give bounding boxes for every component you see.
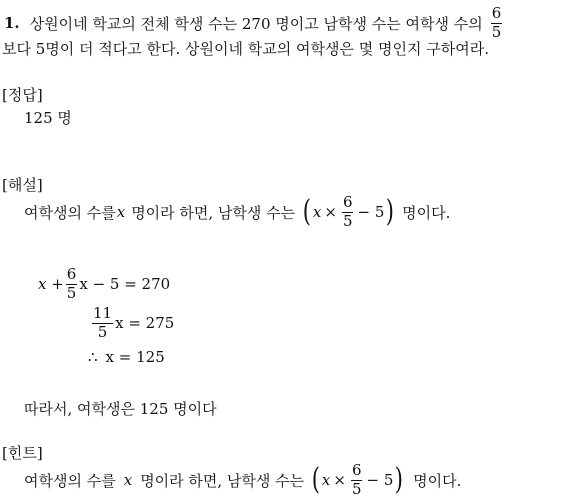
hint-mid: 명이라 하면, 남학생 수는 [140,471,305,490]
fraction-numerator: 6 [491,3,502,22]
solution-intro [24,191,450,233]
solution-heading: [해설] [2,176,43,194]
equation-2 [90,302,174,344]
fraction-denominator: 5 [66,283,77,302]
eq1-right: x − 5 = 270 [79,275,171,293]
expr-fraction [342,192,354,230]
fraction-numerator: 6 [342,192,353,211]
fraction-numerator: 6 [351,460,362,479]
solution-intro-post: 명이다. [402,203,451,222]
fraction-numerator: 6 [66,264,77,283]
question-line-2: 보다 5명이 더 적다고 한다. 상원이네 학교의 여학생은 몇 명인지 구하여라. [2,40,489,58]
variable-x: x [116,203,126,221]
hint-post: 명이다. [413,471,462,490]
expr-x: x [321,471,331,489]
times-sign: × [333,471,346,489]
hint-fraction [351,460,363,498]
answer-heading: [정답] [2,86,43,104]
question-line-1 [4,4,504,42]
left-paren: ( [311,462,321,497]
right-paren: ) [395,462,404,497]
fraction-numerator: 11 [93,303,113,322]
solution-intro-mid: 명이라 하면, 남학생 수는 [131,203,296,222]
expr-minus-5: − 5 [366,471,394,489]
solution-intro-pre: 여학생의 수를 [24,203,116,222]
answer-value: 125 명 [24,109,72,127]
fraction-denominator: 5 [342,211,353,230]
times-sign: × [324,203,337,221]
eq2-right: x = 275 [115,314,175,332]
eq1-fraction [66,264,78,302]
question-text-1: 상원이네 학교의 전체 학생 수는 270 명이고 남학생 수는 여학생 수의 [29,14,483,33]
eq1-left: x + [38,275,64,293]
hint-text [24,459,461,501]
eq3-right: x = 125 [105,348,165,366]
expr-minus-5: − 5 [357,203,385,221]
therefore-symbol: ∴ [88,348,98,366]
equation-1 [38,263,170,305]
fraction-denominator: 5 [351,479,362,498]
right-paren: ) [386,194,395,229]
hint-heading: [힌트] [2,444,43,462]
left-paren: ( [302,194,312,229]
fraction-denominator: 5 [491,22,502,41]
equation-3 [88,348,165,366]
variable-x: x [123,471,133,489]
solution-conclusion: 따라서, 여학생은 125 명이다 [24,400,217,418]
hint-pre: 여학생의 수를 [24,471,116,490]
question-number: 1. [4,14,20,32]
expr-x: x [312,203,322,221]
question-fraction [491,3,503,41]
eq2-fraction [92,303,113,341]
fraction-denominator: 5 [97,322,108,341]
